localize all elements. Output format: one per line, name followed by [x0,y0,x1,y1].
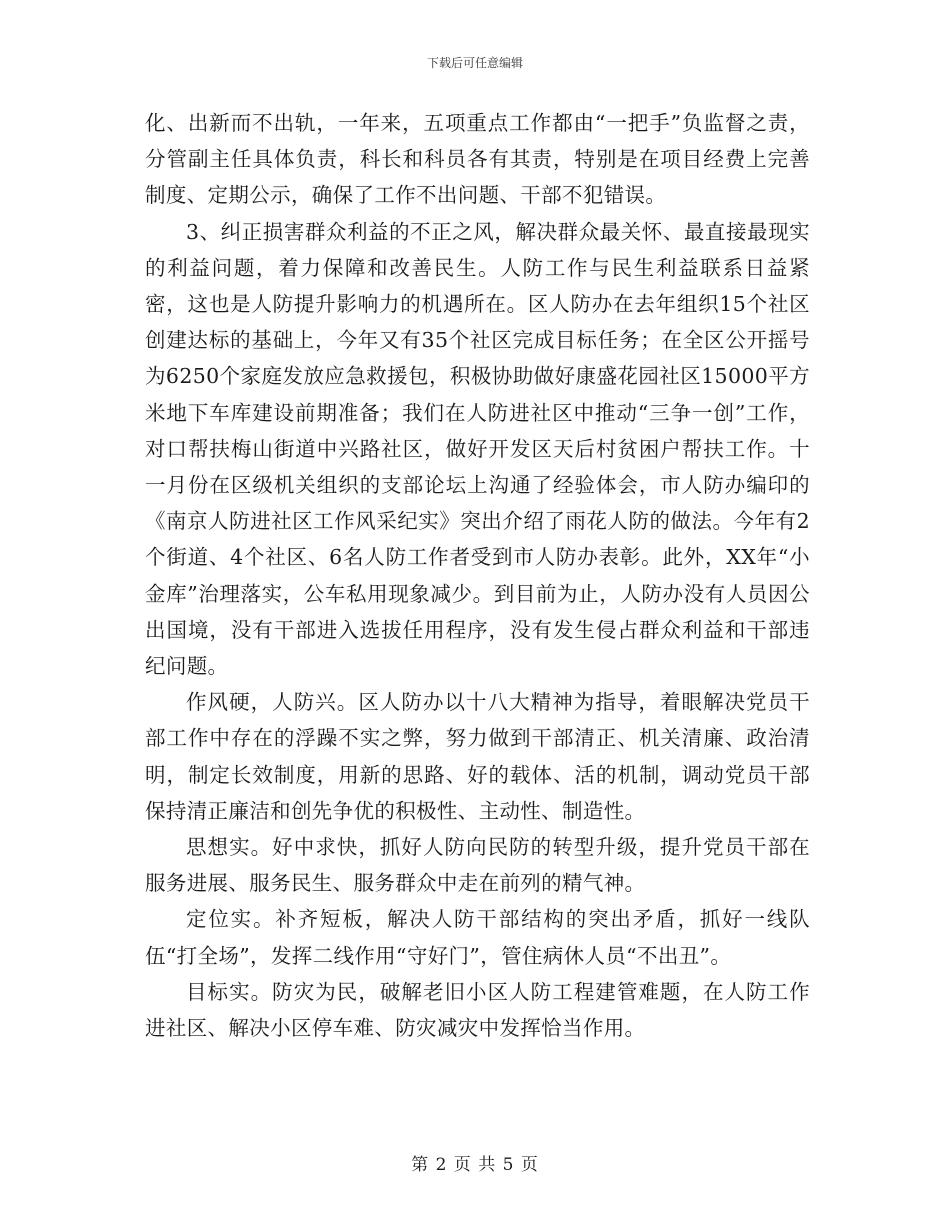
page-number: 第 2 页 共 5 页 [411,1155,539,1175]
page-header: 下载后可任意编辑 [426,56,523,70]
paragraph-target: 目标实。防灾为民，破解老旧小区人防工程建管难题，在人防工作进社区、解决小区停车难、防灾减灾中发挥恰当作用。 [145,979,810,1041]
document-body [145,105,810,1046]
paragraph-continuation: 化、出新而不出轨，一年来，五项重点工作都由“一把手”负监督之责，分管副主任具体负责，科长和科员各有其责，特别是在项目经费上完善制度、定期公示，确保了工作不出问题、干部不犯错误。 [145,111,810,208]
paragraph-thought: 思想实。好中求快，抓好人防向民防的转型升级，提升党员干部在服务进展、服务民生、服务群众中走在前列的精气神。 [145,835,810,896]
paragraph-item-3: 3、纠正损害群众利益的不正之风，解决群众最关怀、最直接最现实的利益问题，着力保障和改善民生。人防工作与民生利益联系日益紧密，这也是人防提升影响力的机遇所在。区人防办在去年组织15个社区创建达标的基础上，今年又有35个社区完成目标任务；在全区公开摇号为6250个家庭发放应急救援包，积极协助做好康盛花园社区15000平方米地下车库建设前期准备；我们在人防进社区中推动“三争一创”工作，对口帮扶梅山街道中兴路社区，做好开发区天后村贫困户帮扶工作。十一月份在区级机关组织的支部论坛上沟通了经验体会，市人防办编印的《南京人防进社区工作风采纪实》突出介绍了雨花人防的做法。今年有2个街道、4个社区、6名人防工作者受到市人防办表彰。此外，XX年“小金库”治理落实，公车私用现象减少。到目前为止，人防办没有人员因公出国境，没有干部进入选拔任用程序，没有发生侵占群众利益和干部违纪问题。 [145,219,810,679]
paragraph-work-style: 作风硬，人防兴。区人防办以十八大精神为指导，着眼解决党员干部工作中存在的浮躁不实之弊，努力做到干部清正、机关清廉、政治清明，制定长效制度，用新的思路、好的载体、活的机制，调动党员干部保持清正廉洁和创先争优的积极性、主动性、制造性。 [145,690,810,823]
paragraph-positioning: 定位实。补齐短板，解决人防干部结构的突出矛盾，抓好一线队伍“打全场”，发挥二线作用“守好门”，管住病休人员“不出丑”。 [145,907,810,968]
